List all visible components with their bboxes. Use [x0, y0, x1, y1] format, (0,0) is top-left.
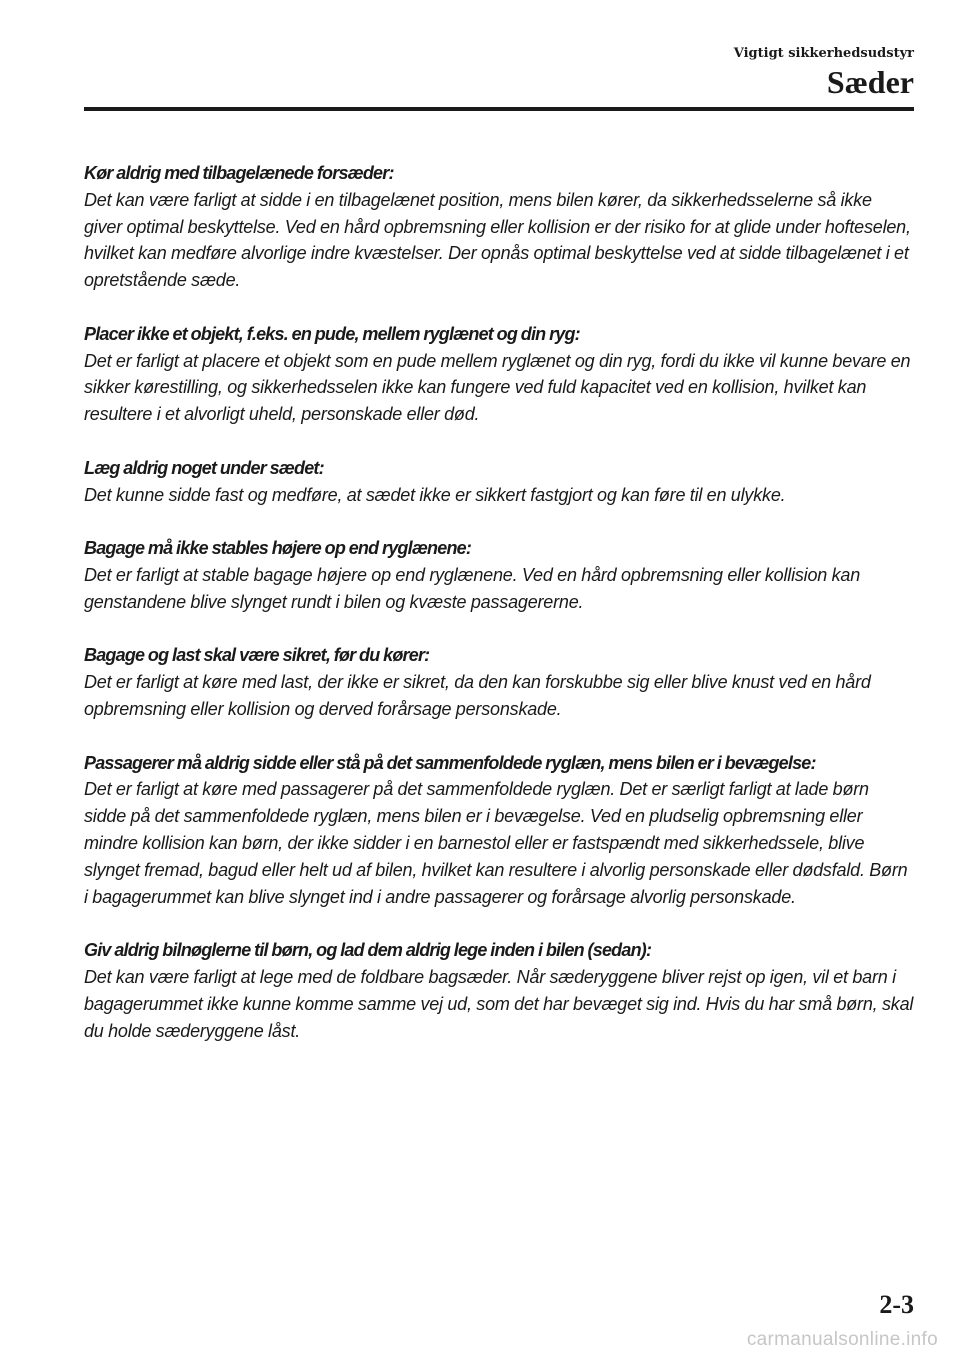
warning-body: Det kunne sidde fast og medføre, at sædet ikke er sikkert fastgjort og kan føre til en ulykke.: [84, 484, 786, 505]
warning-body: Det kan være farligt at lege med de foldbare bagsæder. Når sæderyggene bliver rejst op igen, vil et barn i bagagerummet ikke kunne komme samme vej ud, som det har bevæget sig ind. Hvis du har små børn, skal du holde sæderyggene låst.: [84, 966, 914, 1041]
warning-block: [84, 455, 914, 509]
warning-body: Det er farligt at placere et objekt som en pude mellem ryglænet og din ryg, fordi du ikke vil kunne bevare en sikker kørestilling, og sikkerhedsselen ikke kan fungere ved fuld kapacitet ved en kollision, hvilket kan resultere i et alvorligt uheld, personskade eller død.: [84, 350, 911, 425]
warning-block: [84, 750, 914, 911]
page-number: 2-3: [879, 1290, 914, 1319]
warning-body: Det er farligt at køre med last, der ikke er sikret, da den kan forskubbe sig eller blive knust ved en hård opbremsning eller kollision og derved forårsage personskade.: [84, 672, 871, 719]
warning-body: Det er farligt at stable bagage højere op end ryglænene. Ved en hård opbremsning eller kollision kan genstandene blive slynget rundt i bilen og kvæste passagererne.: [84, 564, 861, 612]
warning-content: [84, 160, 914, 1071]
warning-heading: Læg aldrig noget under sædet:: [84, 457, 324, 478]
warning-body: Det kan være farligt at sidde i en tilbagelænet position, mens bilen kører, da sikkerhedsselerne så ikke giver optimal beskyttelse. Ved en hård opbremsning eller kollision er der risiko for at glide under hofteselen, hvilket kan medføre alvorlige indre kvæstelser. Der opnås optimal beskyttelse ved at sidde tilbagelænet i et opretstående sæde.: [84, 189, 911, 291]
warning-block: [84, 937, 914, 1044]
warning-body: Det er farligt at køre med passagerer på det sammenfoldede ryglæn. Det er særligt farligt at lade børn sidde på det sammenfoldede ryglæn, mens bilen er i bevægelse. Ved en pludselig opbremsning eller mindre kollision kan børn, der ikke sidder i en barnestol eller er fastspændt med sikkerhedssele, blive slynget fremad, bagud eller helt ud af bilen, hvilket kan resultere i alvorlig personskade eller dødsfald. Børn i bagagerummet kan blive slynget ind i andre passagerer og forårsage alvorlig personskade.: [84, 779, 908, 907]
warning-heading: Bagage og last skal være sikret, før du kører:: [84, 645, 430, 666]
warning-heading: Bagage må ikke stables højere op end ryglænene:: [84, 538, 472, 559]
warning-block: [84, 321, 914, 428]
warning-heading: Kør aldrig med tilbagelænede forsæder:: [84, 163, 394, 183]
watermark: carmanualsonline.info: [746, 1329, 938, 1350]
warning-heading: Passagerer må aldrig sidde eller stå på det sammenfoldede ryglæn, mens bilen er i bevægelse:: [84, 752, 816, 773]
warning-block: [84, 535, 914, 615]
warning-heading: Placer ikke et objekt, f.eks. en pude, mellem ryglænet og din ryg:: [84, 323, 580, 344]
header-divider: [84, 107, 914, 111]
warning-block: [84, 160, 914, 294]
page-title: Sæder: [826, 64, 914, 100]
warning-heading: Giv aldrig bilnøglerne til børn, og lad dem aldrig lege inden i bilen (sedan):: [84, 940, 652, 961]
section-label: Vigtigt sikkerhedsudstyr: [733, 46, 914, 61]
warning-block: [84, 642, 914, 722]
